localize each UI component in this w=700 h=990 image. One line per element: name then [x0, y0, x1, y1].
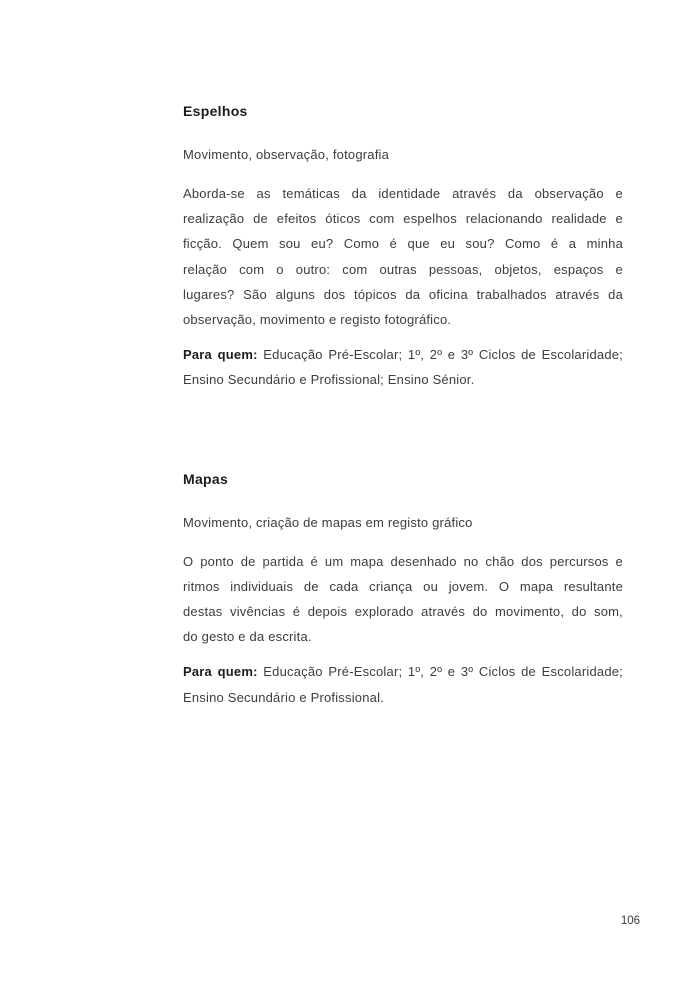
body-line: do gesto e da escrita. — [183, 629, 312, 645]
section-divider-space — [183, 393, 623, 469]
body-line: lugares? São alguns dos tópicos da oficina trabalhados através da — [183, 286, 623, 302]
body-line: observação, movimento e registo fotográfico. — [183, 312, 452, 328]
body-line: destas vivências é depois explorado através do movimento, do som, — [183, 604, 623, 620]
section-subtitle: Movimento, observação, fotografia — [183, 147, 390, 162]
section-title: Mapas — [183, 470, 229, 487]
para-quem — [183, 659, 623, 709]
para-quem — [183, 342, 623, 392]
section-body — [183, 549, 623, 650]
body-line: realização de efeitos óticos com espelhos relacionando realidade e — [183, 211, 623, 227]
para-quem-label: Para quem: — [183, 347, 258, 363]
section-body — [183, 181, 623, 332]
para-quem-line — [183, 659, 623, 684]
para-quem-audience: Educação Pré-Escolar; 1º, 2º e 3º Ciclos de Escolaridade; — [263, 347, 623, 363]
section-title: Espelhos — [183, 103, 248, 119]
document-content — [183, 101, 623, 710]
body-line: ficção. Quem sou eu? Como é que eu sou? Como é a minha — [183, 236, 623, 252]
page-number: 106 — [620, 915, 640, 927]
body-line: O ponto de partida é um mapa desenhado no chão dos percursos e — [183, 553, 623, 569]
section-subtitle: Movimento, criação de mapas em registo gráfico — [183, 514, 473, 530]
body-line: ritmos individuais de cada criança ou jovem. O mapa resultante — [183, 578, 623, 594]
para-quem-label: Para quem: — [183, 664, 258, 680]
para-quem-line: Ensino Secundário e Profissional. — [183, 689, 384, 705]
para-quem-audience: Educação Pré-Escolar; 1º, 2º e 3º Ciclos de Escolaridade; — [263, 664, 623, 680]
section-espelhos — [183, 101, 623, 393]
para-quem-line — [183, 342, 623, 367]
para-quem-line: Ensino Secundário e Profissional; Ensino Sénior. — [183, 372, 475, 388]
section-mapas — [183, 469, 623, 710]
body-line: relação com o outro: com outras pessoas, objetos, espaços e — [183, 261, 623, 277]
body-line: Aborda-se as temáticas da identidade através da observação e — [183, 186, 623, 201]
